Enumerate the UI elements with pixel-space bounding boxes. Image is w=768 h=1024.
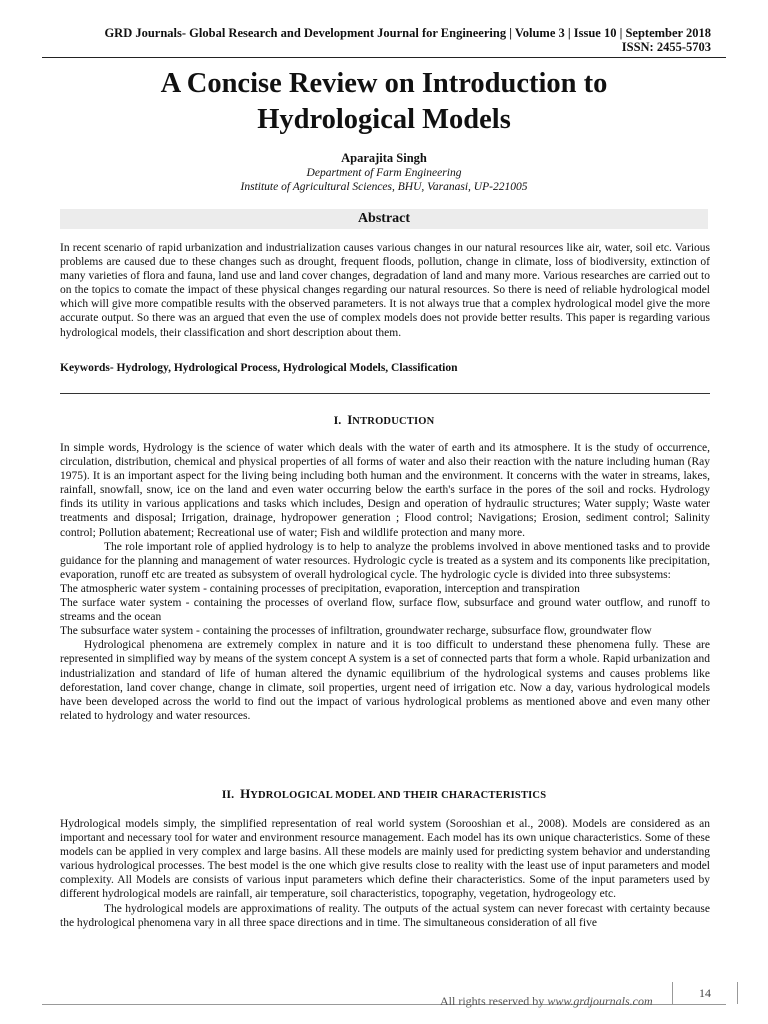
section-2-paragraph-2: The hydrological models are approximations of reality. The outputs of the actual system can never forecast with certainty because the hydrological phenomena vary in all three space directions and in time. The simultaneous consideration of all five: [60, 902, 710, 929]
header-divider: [42, 57, 726, 58]
subsystem-subsurface: The subsurface water system - containing the processes of infiltration, groundwater recharge, subsurface flow, groundwater flow: [60, 625, 652, 638]
journal-link[interactable]: www.grdjournals.com: [547, 994, 653, 1008]
title-line-1: A Concise Review on Introduction to: [160, 68, 608, 99]
abstract-heading: Abstract: [60, 209, 708, 229]
issn-label: ISSN: 2455-5703: [621, 40, 711, 54]
author-institute: Institute of Agricultural Sciences, BHU, Varanasi, UP-221005: [240, 181, 528, 193]
section-2-number: II.: [221, 787, 235, 801]
keywords: Keywords- Hydrology, Hydrological Process, Hydrological Models, Classification: [60, 362, 458, 374]
subsystem-atmospheric: The atmospheric water system - containing processes of precipitation, evaporation, interception and transpiration: [60, 582, 580, 595]
section-1-paragraph-1: In simple words, Hydrology is the science of water which deals with the water of earth and its atmosphere. It is the study of occurrence, circulation, distribution, chemical and physical properties of all forms of water and also their reaction with the nature including human (Ray 1975). It is an important aspect for the living being including both human and the environment. It concerns with the water in streams, lakes, rainfall, snowfall, snow, ice on the land and even water occurring below the earth's surface in the pores of the soil and rocks. Hydrology finds its utility in various applications and tasks which includes, Design and operation of hydraulic structures; Water supply; Waste water treatments and disposal; Irrigation, drainage, hydropower generation ; Flood control; Navigations; Erosion, sediment control; Salinity control; Pollution abatement; Recreational use of water; Fish and wildlife protection and many more.: [60, 442, 710, 539]
author-department: Department of Farm Engineering: [306, 167, 462, 179]
section-1-paragraph-3: Hydrological phenomena are extremely complex in nature and it is too difficult to understand these phenomena fully. These are represented in simplified way by means of the system concept A system is a set of connected parts that form a whole. Rapid urbanization and industrialization and standard of life of human altered the dynamic equilibrium of the hydrological systems and causes problems like deforestation, land cover change, change in climate, soil properties, urgent need of irrigation etc. Now a day, various hydrological models have been developed across the world to find out the impact of various hydrological problems as mentioned above and even many other related to hydrology and water resources.: [60, 639, 710, 722]
section-2-paragraph-1: Hydrological models simply, the simplified representation of real world system (Sorooshian et al., 2008). Models are considered as an important and necessary tool for water and environment resource management. Each model has its own unique characteristics. Some of these models can be applied in very complex and large basins. All these models are mainly used for predicting system behavior and understanding various hydrological processes. The best model is the one which give results close to reality with the least use of input parameters and model complexity. All Models are consists of various input parameters which define their characteristics. Some of the input parameters used by different hydrological models are rainfall, air temperature, soil characteristics, topography, vegetation, hydrogeology etc.: [60, 818, 710, 901]
section-1-number: I.: [333, 413, 342, 427]
page-number: 14: [672, 982, 738, 1004]
abstract-divider: [60, 393, 710, 394]
section-1-title-initial: I: [347, 412, 353, 427]
rights-text: All rights reserved by: [440, 994, 548, 1008]
section-1-title-rest: NTRODUCTION: [352, 416, 435, 427]
author-name: Aparajita Singh: [341, 151, 427, 165]
section-2-title-rest: YDROLOGICAL MODEL AND THEIR CHARACTERISTICS: [250, 790, 547, 801]
paper-title: [60, 66, 708, 138]
abstract-text: In recent scenario of rapid urbanization and industrialization causes various changes in our natural resources like air, water, soil etc. Various problems are caused due to these changes such as drought, frequent floods, pollution, change in climate, loss of biodiversity, extinction of many varieties of flora and fauna, land use and land cover changes, degradation of land and many more. Various researches are carried out to on the topics to comate the impact of these physical changes regarding our natural resources. So there is need of reliable hydrological model which will give more compatible results with the observed parameters. It is not always true that a complex hydrological model give the more accurate output. So there was an argued that even the use of complex models does not provide better results. This paper is regarding various hydrological models, their classification and short description about them.: [60, 242, 710, 339]
section-2-title-initial: H: [240, 786, 251, 801]
section-2-heading: [0, 786, 768, 802]
journal-header: GRD Journals- Global Research and Development Journal for Engineering | Volume 3 | Issue 10 | September 2018: [104, 26, 711, 40]
section-2-body: [60, 817, 710, 930]
title-line-2: Hydrological Models: [257, 104, 511, 135]
subsystem-surface: The surface water system - containing the processes of overland flow, surface flow, subsurface and ground water outflow, and runoff to streams and the ocean: [60, 597, 710, 624]
footer-rights: [440, 994, 653, 1009]
section-1-heading: [0, 412, 768, 428]
section-1-paragraph-2: The role important role of applied hydrology is to help to analyze the problems involved in above mentioned tasks and to provide guidance for the planning and management of water resources. Hydrologic cycle is treated as a system and its components like precipitation, evaporation, runoff etc are treated as subsystem of overall hydrological cycle. The hydrologic cycle is divided into three subsystems:: [60, 540, 710, 581]
section-1-body: [60, 441, 710, 723]
